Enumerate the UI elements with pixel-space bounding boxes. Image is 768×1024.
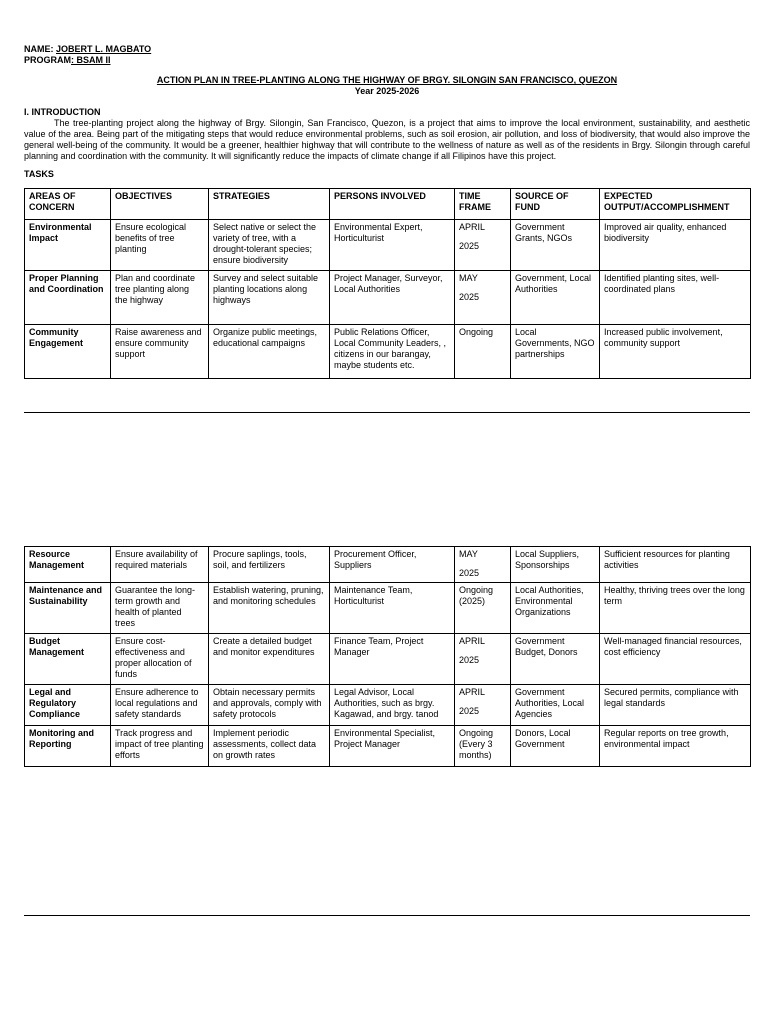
table-row (25, 547, 751, 583)
time-frame-month: APRIL (459, 222, 486, 232)
column-header: SOURCE OF FUND (511, 189, 600, 220)
time-frame-month: APRIL (459, 687, 486, 697)
time-frame-cell (455, 325, 511, 379)
action-plan-table-page-1 (24, 188, 751, 379)
introduction-body: The tree-planting project along the highway of Brgy. Silongin, San Francisco, Quezon, is a project that aims to improve the local environment, sustainability, and aesthetic value of the area. Being part of the mitigating steps that would reduce environmental problems, such as soil erosion, air pollution, and loss of biodiversity, that would also improve the general well-being of the community. It would be a greener, healthier highway that will contribute to the wellness of nature as well as of the residents in Brgy. Silongin through careful planning and coordination with the community. It will significantly reduce the impacts of climate change if all Filipinos have this project. (24, 117, 750, 161)
page-bottom-line (24, 915, 750, 916)
strategies-cell: Implement periodic assessments, collect data on growth rates (209, 726, 330, 767)
time-frame-cell (455, 634, 511, 685)
objectives-cell: Raise awareness and ensure community support (111, 325, 209, 379)
table-header-row (25, 189, 751, 220)
output-cell: Improved air quality, enhanced biodiversity (600, 220, 751, 271)
document-title (24, 75, 750, 97)
time-frame-month: APRIL (459, 636, 486, 646)
name-line (24, 44, 151, 55)
strategies-cell: Establish watering, pruning, and monitoring schedules (209, 583, 330, 634)
strategies-cell: Organize public meetings, educational campaigns (209, 325, 330, 379)
persons-cell: Project Manager, Surveyor, Local Authorities (330, 271, 455, 325)
area-cell: Environmental Impact (25, 220, 111, 271)
strategies-cell: Survey and select suitable planting locations along highways (209, 271, 330, 325)
column-header: TIME FRAME (455, 189, 511, 220)
strategies-cell: Obtain necessary permits and approvals, comply with safety protocols (209, 685, 330, 726)
area-cell: Legal and Regulatory Compliance (25, 685, 111, 726)
persons-cell: Legal Advisor, Local Authorities, such as brgy. Kagawad, and brgy. tanod (330, 685, 455, 726)
time-frame-month: MAY (459, 549, 478, 559)
output-cell: Secured permits, compliance with legal standards (600, 685, 751, 726)
introduction-section (24, 107, 750, 162)
time-frame-cell (455, 547, 511, 583)
area-cell: Proper Planning and Coordination (25, 271, 111, 325)
table-row (25, 583, 751, 634)
area-cell: Resource Management (25, 547, 111, 583)
fund-cell: Government Grants, NGOs (511, 220, 600, 271)
objectives-cell: Ensure availability of required materials (111, 547, 209, 583)
column-header: PERSONS INVOLVED (330, 189, 455, 220)
strategies-cell: Procure saplings, tools, soil, and fertilizers (209, 547, 330, 583)
persons-cell: Environmental Specialist, Project Manager (330, 726, 455, 767)
title-line-1: ACTION PLAN IN TREE-PLANTING ALONG THE HIGHWAY OF BRGY. SILONGIN SAN FRANCISCO, QUEZON (156, 75, 618, 85)
introduction-heading: I. INTRODUCTION (24, 107, 101, 117)
column-header: OBJECTIVES (111, 189, 209, 220)
time-frame-year: 2025 (459, 291, 480, 302)
program-label: PROGRAM (24, 54, 71, 65)
table-row (25, 271, 751, 325)
fund-cell: Government, Local Authorities (511, 271, 600, 325)
fund-cell: Government Authorities, Local Agencies (511, 685, 600, 726)
time-frame-year: 2025 (459, 240, 480, 251)
time-frame-cell (455, 220, 511, 271)
name-label: NAME: (24, 44, 56, 54)
time-frame-year: 2025 (459, 705, 480, 716)
name-value: JOBERT L. MAGBATO (56, 44, 152, 54)
strategies-cell: Select native or select the variety of tree, with a drought-tolerant species; ensure biodiversity (209, 220, 330, 271)
action-plan-table-page-2 (24, 546, 751, 767)
output-cell: Well-managed financial resources, cost efficiency (600, 634, 751, 685)
table-row (25, 685, 751, 726)
table-row (25, 220, 751, 271)
objectives-cell: Plan and coordinate tree planting along the highway (111, 271, 209, 325)
area-cell: Community Engagement (25, 325, 111, 379)
table-row (25, 325, 751, 379)
persons-cell: Public Relations Officer, Local Community Leaders, , citizens in our barangay, maybe students etc. (330, 325, 455, 379)
time-frame-cell (455, 271, 511, 325)
time-frame-cell (455, 685, 511, 726)
strategies-cell: Create a detailed budget and monitor expenditures (209, 634, 330, 685)
fund-cell: Donors, Local Government (511, 726, 600, 767)
table-row (25, 634, 751, 685)
objectives-cell: Ensure adherence to local regulations and safety standards (111, 685, 209, 726)
time-frame-year: 2025 (459, 654, 480, 665)
objectives-cell: Guarantee the long-term growth and health of planted trees (111, 583, 209, 634)
objectives-cell: Ensure ecological benefits of tree planting (111, 220, 209, 271)
area-cell: Monitoring and Reporting (25, 726, 111, 767)
output-cell: Identified planting sites, well-coordinated plans (600, 271, 751, 325)
program-value: : BSAM II (71, 54, 111, 65)
area-cell: Maintenance and Sustainability (25, 583, 111, 634)
persons-cell: Maintenance Team, Horticulturist (330, 583, 455, 634)
time-frame-year: 2025 (459, 567, 480, 578)
tasks-label: TASKS (24, 169, 54, 179)
output-cell: Increased public involvement, community support (600, 325, 751, 379)
area-cell: Budget Management (25, 634, 111, 685)
output-cell: Regular reports on tree growth, environmental impact (600, 726, 751, 767)
persons-cell: Procurement Officer, Suppliers (330, 547, 455, 583)
time-frame-month: Ongoing (459, 327, 494, 337)
output-cell: Healthy, thriving trees over the long term (600, 583, 751, 634)
program-line (24, 55, 151, 66)
objectives-cell: Track progress and impact of tree planting efforts (111, 726, 209, 767)
fund-cell: Government Budget, Donors (511, 634, 600, 685)
objectives-cell: Ensure cost-effectiveness and proper allocation of funds (111, 634, 209, 685)
time-frame-cell: Ongoing (Every 3 months) (455, 726, 511, 767)
fund-cell: Local Governments, NGO partnerships (511, 325, 600, 379)
fund-cell: Local Suppliers, Sponsorships (511, 547, 600, 583)
output-cell: Sufficient resources for planting activities (600, 547, 751, 583)
table-row (25, 726, 751, 767)
time-frame-cell: Ongoing (2025) (455, 583, 511, 634)
student-header (24, 44, 151, 66)
fund-cell: Local Authorities, Environmental Organizations (511, 583, 600, 634)
page-divider-line (24, 412, 750, 413)
title-line-2: Year 2025-2026 (354, 85, 420, 96)
time-frame-month: MAY (459, 273, 478, 283)
column-header: STRATEGIES (209, 189, 330, 220)
persons-cell: Finance Team, Project Manager (330, 634, 455, 685)
column-header: EXPECTED OUTPUT/ACCOMPLISHMENT (600, 189, 751, 220)
column-header: AREAS OF CONCERN (25, 189, 111, 220)
persons-cell: Environmental Expert, Horticulturist (330, 220, 455, 271)
